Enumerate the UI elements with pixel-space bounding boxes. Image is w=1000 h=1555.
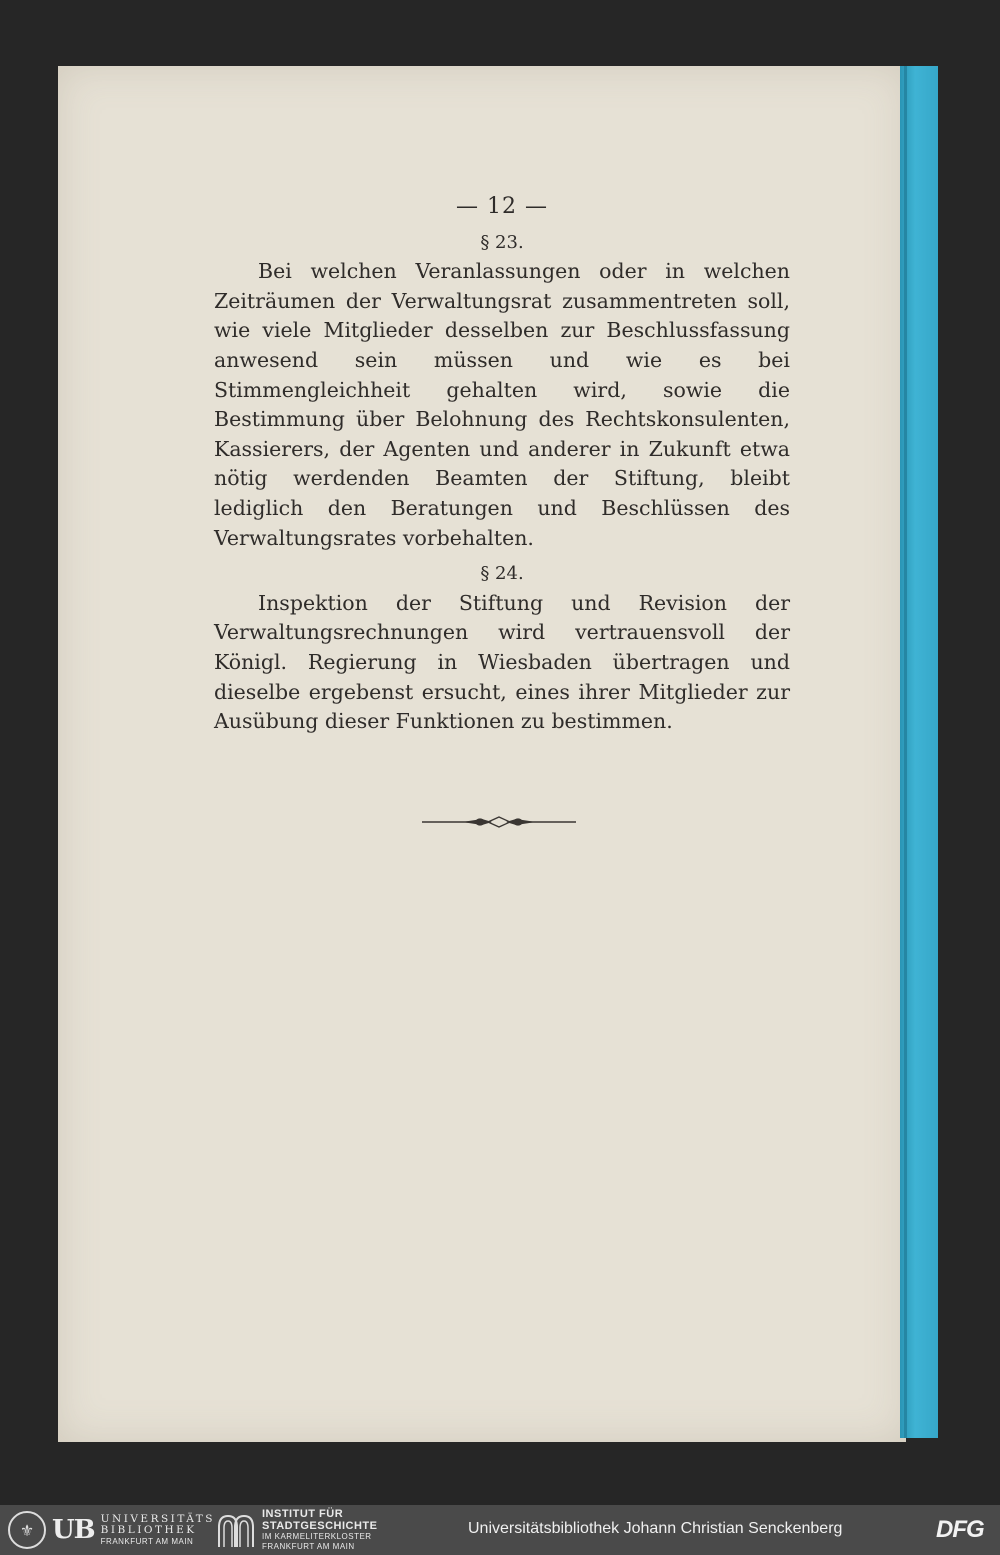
arch-icon xyxy=(216,1513,254,1547)
section-paragraph-23: Bei welchen Veranlassungen oder in welchen Zeiträumen der Verwaltungsrat zusammentreten soll, wie viele Mitglieder desselben zur Beschlussfassung anwesend sein müssen und wie es bei Stimmengleichheit gehalten wird, sowie die Bestimmung über Belohnung des Rechtskonsulenten, Kassierers, der Agenten und anderer in Zukunft etwa nötig werdenden Beamten der Stiftung, bleibt lediglich den Beratungen und Beschlüssen des Verwaltungsrates vorbehalten. xyxy=(214,259,790,550)
library-name[interactable]: Universitätsbibliothek Johann Christian Senckenberg xyxy=(468,1520,843,1537)
seal-icon: ⚜ xyxy=(8,1511,46,1549)
end-ornament xyxy=(422,812,576,832)
ub-logo-line2: BIBLIOTHEK xyxy=(100,1523,197,1536)
ub-logo-line3: FRANKFURT AM MAIN xyxy=(100,1536,194,1546)
isg-logo-line1: INSTITUT FÜR xyxy=(262,1508,344,1520)
ub-logo-line1: UNIVERSITÄTS xyxy=(100,1512,215,1525)
isg-logo[interactable] xyxy=(216,1508,378,1551)
page-text-block xyxy=(214,192,790,743)
isg-logo-text xyxy=(262,1508,377,1552)
page-number: — 12 — xyxy=(456,194,548,219)
isg-logo-line2: STADTGESCHICHTE xyxy=(262,1520,378,1532)
ub-logo-text xyxy=(101,1514,215,1547)
section-heading-23: § 23. xyxy=(480,231,524,253)
ub-logo-mark: UB xyxy=(52,1515,95,1545)
isg-logo-line4: FRANKFURT AM MAIN xyxy=(262,1542,355,1551)
dfg-logo[interactable]: DFG xyxy=(936,1516,984,1543)
footer-bar xyxy=(0,1505,1000,1555)
section-heading-24: § 24. xyxy=(480,563,524,585)
isg-logo-line3: IM KARMELITERKLOSTER xyxy=(262,1532,372,1541)
ub-logo[interactable] xyxy=(8,1512,215,1548)
spine-edge xyxy=(904,66,907,1438)
section-paragraph-24: Inspektion der Stiftung und Revision der Verwaltungsrechnungen wird vertrauensvoll der Königl. Regierung in Wiesbaden übertragen und dieselbe ergebenst ersucht, eines ihrer Mitglieder zur Ausübung dieser Funktionen zu bestimmen. xyxy=(214,590,790,734)
